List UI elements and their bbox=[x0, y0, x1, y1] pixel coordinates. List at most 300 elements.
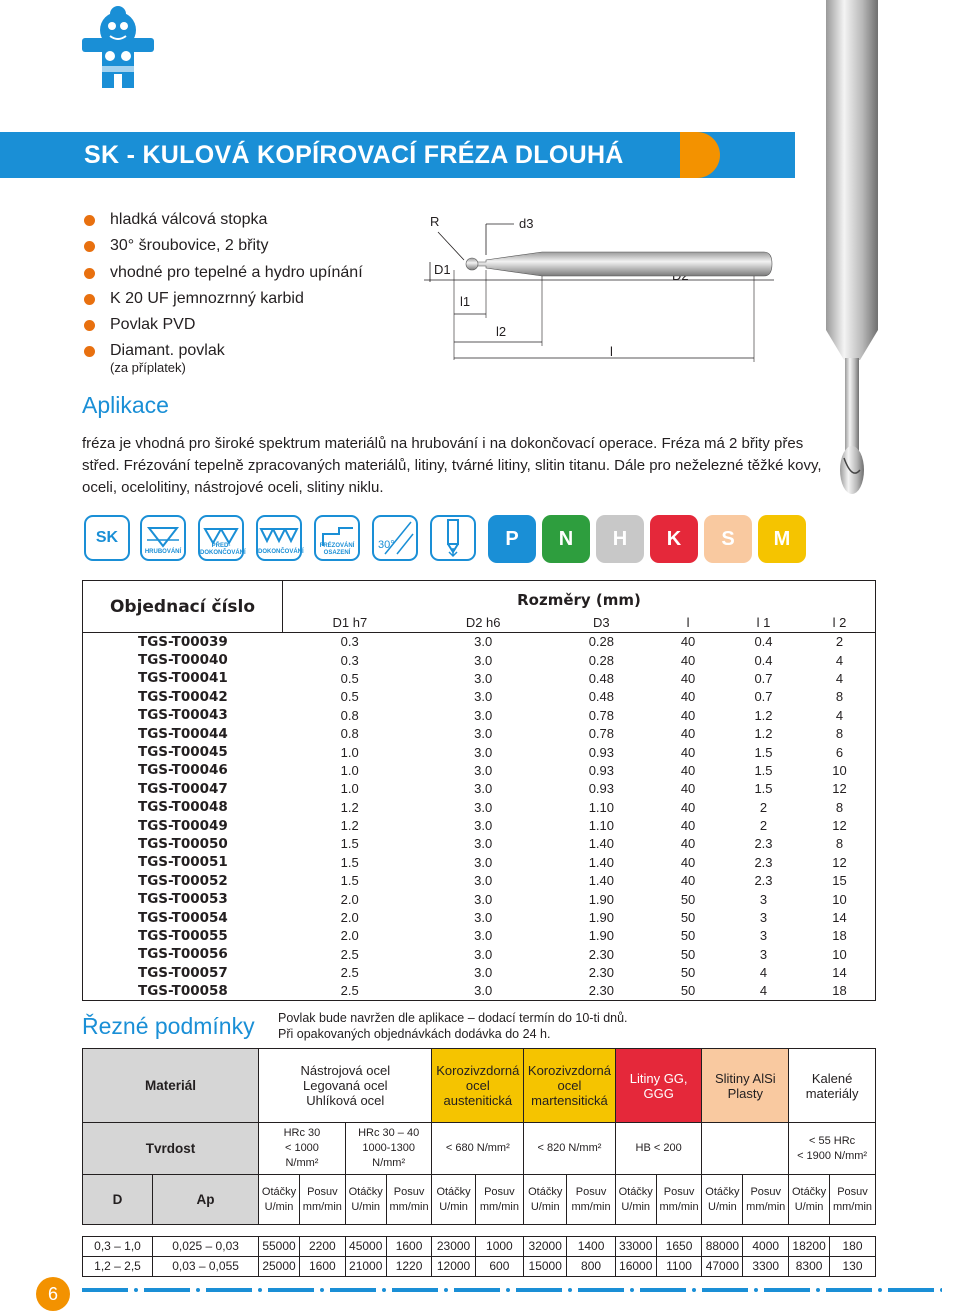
material-m-letter: M bbox=[773, 527, 791, 550]
dimension-value: 2.0 bbox=[340, 928, 359, 944]
order-code: TGS-T00051 bbox=[83, 853, 283, 871]
dimension-value: 0.93 bbox=[588, 744, 614, 760]
cutting-value: 1400 bbox=[567, 1237, 616, 1257]
label-d3: d3 bbox=[519, 216, 534, 231]
material-text: GGG bbox=[643, 1085, 674, 1101]
dimension-value: 2.0 bbox=[340, 910, 359, 926]
col-otacky bbox=[702, 1175, 743, 1225]
dimension-value: 0.93 bbox=[588, 762, 614, 778]
table-row bbox=[83, 724, 876, 742]
col-otacky bbox=[524, 1175, 567, 1225]
footer-dot bbox=[568, 1288, 572, 1292]
plunge-icon bbox=[430, 515, 476, 561]
material-text: Uhlíková ocel bbox=[306, 1093, 385, 1108]
dimension-value: 40 bbox=[680, 707, 696, 723]
table-row bbox=[83, 945, 876, 963]
label-l: l bbox=[610, 344, 613, 359]
dimension-value: 50 bbox=[653, 982, 723, 1000]
material-group-2 bbox=[432, 1049, 524, 1123]
tool-dimension-drawing bbox=[424, 210, 776, 370]
col-posuv bbox=[386, 1175, 432, 1225]
predokoncovani-label-1: PŘED- bbox=[211, 543, 231, 549]
dimension-value: 3.0 bbox=[474, 652, 493, 668]
table-row bbox=[83, 835, 876, 853]
order-code: TGS-T00053 bbox=[83, 890, 283, 908]
dimension-value: 1.10 bbox=[588, 818, 614, 834]
hardness-text: HRc 30 – 40 bbox=[358, 1127, 420, 1139]
col-posuv-unit: mm/min bbox=[571, 1200, 611, 1213]
cutting-value: 88000 bbox=[702, 1237, 743, 1257]
dimension-value: 50 bbox=[680, 965, 696, 981]
cutting-value: 0,03 – 0,055 bbox=[153, 1257, 259, 1277]
dimension-value: 0.28 bbox=[588, 634, 614, 650]
dimension-value: 0.7 bbox=[754, 670, 773, 686]
dimension-value: 2.3 bbox=[754, 836, 773, 852]
order-code: TGS-T00043 bbox=[83, 706, 283, 724]
material-h-letter: H bbox=[612, 527, 628, 550]
col-posuv-label: Posuv bbox=[484, 1185, 515, 1198]
footer-dot bbox=[196, 1288, 200, 1292]
dimension-value: 3 bbox=[759, 946, 768, 962]
material-text: Korozivzdorná bbox=[436, 1063, 520, 1078]
label-l1: l1 bbox=[460, 294, 471, 309]
dimension-value: 40 bbox=[680, 818, 696, 834]
footer-dot bbox=[940, 1288, 942, 1292]
cutting-value: 33000 bbox=[615, 1237, 656, 1257]
dimension-value: 0.48 bbox=[588, 670, 614, 686]
dimension-value: 40 bbox=[680, 762, 696, 778]
dimension-value: 3.0 bbox=[474, 891, 493, 907]
dimension-value: 40 bbox=[680, 744, 696, 760]
table-row bbox=[83, 651, 876, 669]
material-n-letter: N bbox=[558, 527, 574, 550]
col-otacky-unit: U/min bbox=[708, 1200, 737, 1213]
dimension-value: 40 bbox=[680, 873, 696, 889]
dimension-value: 50 bbox=[680, 946, 696, 962]
label-l2: l2 bbox=[496, 324, 507, 339]
col-otacky-unit: U/min bbox=[439, 1200, 468, 1213]
dimension-value: 1.2 bbox=[340, 818, 359, 834]
dimension-value: 40 bbox=[680, 854, 696, 870]
table-row bbox=[83, 816, 876, 834]
footer-dot bbox=[258, 1288, 262, 1292]
dimension-value: 40 bbox=[680, 799, 696, 815]
footer-dash bbox=[330, 1288, 376, 1292]
material-group-6 bbox=[789, 1049, 876, 1123]
footer-dashes bbox=[82, 1288, 942, 1294]
dimension-value: 40 bbox=[680, 781, 696, 797]
order-code: TGS-T00050 bbox=[83, 835, 283, 853]
spacer-row bbox=[83, 1225, 876, 1237]
aplikace-text: fréza je vhodná pro široké spektrum materiálů na hrubování i na dokončovací operace. Fréza má 2 břity přes střed. Frézování tepelně zpracovaných materiálů, litiny, tvárné litiny, slitin titanu. Dále pro neželezné těžké kovy, oceli, ocelolitiny, nástrojové oceli, slitiny niklu. bbox=[82, 435, 822, 496]
predokoncovani-label-2: DOKONČOVÁNÍ bbox=[200, 550, 246, 556]
order-code: TGS-T00040 bbox=[83, 651, 283, 669]
cutting-value: 1100 bbox=[656, 1257, 702, 1277]
table-row bbox=[83, 706, 876, 724]
feature-list bbox=[84, 207, 363, 375]
dimension-value: 1.90 bbox=[588, 891, 614, 907]
dimension-value: 6 bbox=[804, 743, 875, 761]
dimension-value: 3.0 bbox=[474, 634, 493, 650]
order-code: TGS-T00042 bbox=[83, 688, 283, 706]
col-otacky-unit: U/min bbox=[794, 1200, 824, 1213]
hardness-cell: HB < 200 bbox=[615, 1123, 702, 1175]
dimension-value: 3.0 bbox=[474, 873, 493, 889]
cutting-value: 55000 bbox=[259, 1237, 300, 1257]
col-otacky-unit: U/min bbox=[351, 1200, 381, 1213]
footer-dash bbox=[82, 1288, 128, 1292]
material-group-4 bbox=[615, 1049, 702, 1123]
dimension-value: 2 bbox=[804, 633, 875, 651]
cutting-value: 1,2 – 2,5 bbox=[83, 1257, 153, 1277]
label-R: R bbox=[430, 214, 440, 229]
dimension-value: 0.4 bbox=[754, 652, 773, 668]
dimension-value: 0.3 bbox=[340, 652, 359, 668]
cutting-value: 18200 bbox=[789, 1237, 830, 1257]
material-text: Nástrojová ocel bbox=[300, 1063, 391, 1078]
order-code: TGS-T00056 bbox=[83, 945, 283, 963]
col-l1: l 1 bbox=[756, 614, 771, 630]
order-code: TGS-T00045 bbox=[83, 743, 283, 761]
order-number-header: Objednací číslo bbox=[83, 581, 283, 633]
frezovani-osazeni-icon bbox=[314, 515, 360, 561]
sk-icon bbox=[84, 515, 130, 561]
cutting-value: 2200 bbox=[299, 1237, 345, 1257]
footer-dot bbox=[692, 1288, 696, 1292]
feature-text: Diamant. povlak bbox=[110, 342, 225, 360]
hrubovani-icon bbox=[140, 515, 186, 561]
dimension-value: 3.0 bbox=[474, 762, 493, 778]
dimension-value: 0.7 bbox=[754, 689, 773, 705]
hardness-text: < 55 HRc bbox=[809, 1134, 856, 1147]
col-posuv-unit: mm/min bbox=[832, 1200, 873, 1213]
col-d1: D1 h7 bbox=[332, 614, 368, 630]
dimension-value: 3 bbox=[759, 910, 768, 926]
hardness-text: < 1900 N/mm² bbox=[797, 1149, 868, 1162]
cutting-conditions-table bbox=[82, 1048, 876, 1277]
dimension-value: 4 bbox=[804, 651, 875, 669]
col-posuv-unit: mm/min bbox=[302, 1200, 342, 1213]
material-text: Kalené bbox=[811, 1070, 853, 1086]
hardness-cell bbox=[789, 1123, 876, 1175]
cutting-value: 0,3 – 1,0 bbox=[83, 1237, 153, 1257]
dimension-value: 1.0 bbox=[340, 744, 359, 760]
dimension-value: 1.2 bbox=[340, 799, 359, 815]
delivery-note bbox=[278, 1010, 628, 1042]
dimension-value: 1.90 bbox=[588, 928, 614, 944]
material-text: ocel bbox=[465, 1078, 490, 1093]
material-s-icon bbox=[704, 515, 752, 563]
material-text: martensitická bbox=[531, 1093, 608, 1108]
order-code: TGS-T00046 bbox=[83, 761, 283, 779]
dimension-value: 3.0 bbox=[474, 928, 493, 944]
footer-dash bbox=[144, 1288, 190, 1292]
table-row bbox=[83, 669, 876, 687]
dimension-value: 18 bbox=[804, 982, 875, 1000]
table-row bbox=[83, 908, 876, 926]
dimension-value: 1.10 bbox=[588, 799, 614, 815]
dimensions-header: Rozměry (mm) bbox=[283, 581, 876, 613]
cutting-row bbox=[83, 1237, 876, 1257]
footer-dot bbox=[134, 1288, 138, 1292]
dimension-value: 12 bbox=[804, 853, 875, 871]
cutting-value: 23000 bbox=[432, 1237, 475, 1257]
col-otacky-label: Otáčky bbox=[261, 1185, 297, 1198]
col-posuv-unit: mm/min bbox=[746, 1200, 786, 1213]
hardness-label: Tvrdost bbox=[83, 1123, 259, 1175]
dimension-value: 10 bbox=[804, 890, 875, 908]
dimension-value: 40 bbox=[680, 670, 696, 686]
footer-dot bbox=[444, 1288, 448, 1292]
col-posuv bbox=[475, 1175, 524, 1225]
order-code: TGS-T00047 bbox=[83, 780, 283, 798]
dimension-value: 8 bbox=[804, 798, 875, 816]
hardness-cell: < 680 N/mm² bbox=[432, 1123, 524, 1175]
dimension-value: 40 bbox=[680, 836, 696, 852]
material-text: Slitiny AlSi bbox=[714, 1070, 776, 1086]
dimension-value: 0.5 bbox=[340, 670, 359, 686]
dimension-value: 3.0 bbox=[474, 744, 493, 760]
footer-dash bbox=[826, 1288, 872, 1292]
cutting-value: 0,025 – 0,03 bbox=[153, 1237, 259, 1257]
hardness-cell: < 820 N/mm² bbox=[524, 1123, 616, 1175]
col-posuv-label: Posuv bbox=[307, 1185, 338, 1198]
page-number: 6 bbox=[36, 1277, 70, 1311]
dimension-value: 4 bbox=[804, 669, 875, 687]
dimension-value: 2.3 bbox=[754, 854, 773, 870]
footer-dash bbox=[516, 1288, 562, 1292]
feature-item: hladká válcová stopka bbox=[84, 207, 363, 233]
dimension-value: 2.5 bbox=[283, 982, 417, 1000]
col-otacky-unit: U/min bbox=[530, 1200, 560, 1213]
dimension-value: 3.0 bbox=[474, 781, 493, 797]
material-group-5 bbox=[702, 1049, 789, 1123]
dokoncovani-icon bbox=[256, 515, 302, 561]
cutting-value: 180 bbox=[829, 1237, 875, 1257]
cutting-value: 4000 bbox=[743, 1237, 789, 1257]
frezovani-label-1: FRÉZOVÁNÍ bbox=[319, 543, 355, 549]
dimension-value: 1.5 bbox=[754, 762, 773, 778]
dimension-value: 40 bbox=[680, 634, 696, 650]
material-h-icon bbox=[596, 515, 644, 563]
dimension-value: 8 bbox=[804, 724, 875, 742]
helix-angle-icon bbox=[372, 515, 418, 561]
dimension-value: 3.0 bbox=[474, 836, 493, 852]
col-otacky-label: Otáčky bbox=[528, 1185, 563, 1198]
order-code: TGS-T00052 bbox=[83, 872, 283, 890]
cutting-row bbox=[83, 1257, 876, 1277]
hrubovani-label: HRUBOVÁNÍ bbox=[144, 549, 182, 555]
material-m-icon bbox=[758, 515, 806, 563]
order-code: TGS-T00041 bbox=[83, 669, 283, 687]
material-text: materiály bbox=[805, 1085, 859, 1101]
table-row bbox=[83, 743, 876, 761]
col-otacky bbox=[345, 1175, 386, 1225]
cutting-value: 25000 bbox=[259, 1257, 300, 1277]
cutting-value: 16000 bbox=[615, 1257, 656, 1277]
footer-dash bbox=[640, 1288, 686, 1292]
table-row bbox=[83, 982, 876, 1000]
col-l: l bbox=[686, 614, 690, 630]
dimension-value: 1.40 bbox=[588, 854, 614, 870]
dimension-value: 4 bbox=[759, 965, 768, 981]
footer-dot bbox=[878, 1288, 882, 1292]
dimension-value: 1.5 bbox=[340, 873, 359, 889]
spacer-cell bbox=[83, 1225, 876, 1237]
table-row bbox=[83, 780, 876, 798]
dimension-value: 0.93 bbox=[588, 781, 614, 797]
order-code: TGS-T00039 bbox=[83, 633, 283, 651]
table-row bbox=[83, 761, 876, 779]
order-code: TGS-T00058 bbox=[83, 982, 283, 1000]
dimension-value: 40 bbox=[680, 726, 696, 742]
order-code: TGS-T00055 bbox=[83, 927, 283, 945]
material-text: Legovaná ocel bbox=[303, 1078, 388, 1093]
footer-dash bbox=[392, 1288, 438, 1292]
dimension-value: 10 bbox=[804, 945, 875, 963]
dimension-value: 3 bbox=[759, 891, 768, 907]
cutting-value: 32000 bbox=[524, 1237, 567, 1257]
col-l2: l 2 bbox=[804, 613, 875, 633]
dimension-value: 2.30 bbox=[550, 982, 654, 1000]
dimension-value: 1.5 bbox=[754, 781, 773, 797]
col-otacky bbox=[259, 1175, 300, 1225]
dimension-value: 1.90 bbox=[588, 910, 614, 926]
col-otacky-label: Otáčky bbox=[618, 1185, 653, 1198]
dimension-value: 2.0 bbox=[340, 891, 359, 907]
dimension-value: 50 bbox=[680, 928, 696, 944]
dimension-value: 1.5 bbox=[340, 854, 359, 870]
col-posuv-unit: mm/min bbox=[389, 1200, 429, 1213]
table-row bbox=[83, 964, 876, 982]
dimension-value: 4 bbox=[723, 982, 804, 1000]
hardness-cell bbox=[259, 1123, 346, 1175]
predokoncovani-icon bbox=[198, 515, 244, 561]
dimension-value: 1.2 bbox=[754, 707, 773, 723]
dimension-value: 0.8 bbox=[340, 707, 359, 723]
col-posuv-label: Posuv bbox=[837, 1185, 868, 1198]
feature-item: K 20 UF jemnozrnný karbid bbox=[84, 286, 363, 312]
col-otacky-label: Otáčky bbox=[436, 1185, 471, 1198]
col-otacky-label: Otáčky bbox=[791, 1185, 827, 1198]
dimension-value: 14 bbox=[804, 908, 875, 926]
delivery-note-line: Povlak bude navržen dle aplikace – dodací termín do 10-ti dnů. bbox=[278, 1011, 628, 1025]
material-text: ocel bbox=[557, 1078, 582, 1093]
dimension-value: 3.0 bbox=[474, 689, 493, 705]
table-row bbox=[83, 890, 876, 908]
footer-dash bbox=[764, 1288, 810, 1292]
table-row bbox=[83, 633, 876, 651]
footer-dot bbox=[320, 1288, 324, 1292]
material-p-icon bbox=[488, 515, 536, 563]
hardness-text: N/mm² bbox=[285, 1157, 319, 1169]
cutting-value: 1000 bbox=[475, 1237, 524, 1257]
dimension-value: 15 bbox=[804, 872, 875, 890]
dimension-value: 8 bbox=[804, 835, 875, 853]
cutting-value: 12000 bbox=[432, 1257, 475, 1277]
material-label: Materiál bbox=[83, 1049, 259, 1123]
hardness-text: < 1000 bbox=[284, 1142, 319, 1154]
cutting-value: 600 bbox=[475, 1257, 524, 1277]
frezovani-label-2: OSAZENÍ bbox=[323, 550, 351, 556]
col-posuv-label: Posuv bbox=[663, 1185, 695, 1198]
dimension-value: 1.5 bbox=[340, 836, 359, 852]
dimension-value: 14 bbox=[804, 964, 875, 982]
cutting-value: 1220 bbox=[386, 1257, 432, 1277]
dimension-value: 1.40 bbox=[588, 836, 614, 852]
material-group-1 bbox=[259, 1049, 432, 1123]
col-posuv-label: Posuv bbox=[575, 1185, 607, 1198]
dimension-value: 3.0 bbox=[474, 946, 493, 962]
table-row bbox=[83, 872, 876, 890]
col-otacky bbox=[432, 1175, 475, 1225]
table-row bbox=[83, 688, 876, 706]
hardness-cell bbox=[345, 1123, 432, 1175]
dimension-value: 0.78 bbox=[588, 707, 614, 723]
col-posuv bbox=[299, 1175, 345, 1225]
helix-angle-label: 30° bbox=[378, 539, 395, 551]
footer-dash bbox=[206, 1288, 252, 1292]
page-title: SK - KULOVÁ KOPÍROVACÍ FRÉZA DLOUHÁ bbox=[84, 141, 624, 169]
cutting-value: 47000 bbox=[702, 1257, 743, 1277]
cutting-value: 130 bbox=[829, 1257, 875, 1277]
dimension-value: 50 bbox=[680, 891, 696, 907]
dokoncovani-label: DOKONČOVÁNÍ bbox=[258, 549, 304, 555]
dimension-value: 2 bbox=[759, 799, 768, 815]
operation-icons bbox=[84, 515, 814, 565]
dimension-value: 4 bbox=[804, 706, 875, 724]
footer-dot bbox=[630, 1288, 634, 1292]
col-posuv bbox=[829, 1175, 875, 1225]
footer-dot bbox=[816, 1288, 820, 1292]
dimension-value: 3.0 bbox=[474, 707, 493, 723]
dimension-value: 40 bbox=[680, 689, 696, 705]
material-s-letter: S bbox=[721, 527, 735, 550]
col-otacky bbox=[789, 1175, 830, 1225]
dimension-value: 40 bbox=[680, 652, 696, 668]
dimension-value: 1.2 bbox=[754, 726, 773, 742]
dimension-value: 8 bbox=[804, 688, 875, 706]
col-posuv-label: Posuv bbox=[393, 1185, 425, 1198]
dimension-value: 0.3 bbox=[340, 634, 359, 650]
dimension-value: 1.0 bbox=[340, 762, 359, 778]
dimension-value: 0.48 bbox=[588, 689, 614, 705]
dimension-value: 18 bbox=[804, 927, 875, 945]
col-d2: D2 h6 bbox=[465, 614, 501, 630]
feature-item: Povlak PVD bbox=[84, 312, 363, 338]
material-p-letter: P bbox=[505, 527, 519, 550]
hardness-text: N/mm² bbox=[372, 1157, 406, 1169]
feature-note: (za příplatek) bbox=[110, 359, 186, 375]
material-n-icon bbox=[542, 515, 590, 563]
dimension-value: 1.5 bbox=[754, 744, 773, 760]
col-otacky-unit: U/min bbox=[264, 1200, 294, 1213]
col-posuv bbox=[743, 1175, 789, 1225]
cutting-value: 8300 bbox=[789, 1257, 830, 1277]
footer-dot bbox=[506, 1288, 510, 1292]
feature-item bbox=[84, 338, 363, 374]
dimension-value: 2.5 bbox=[340, 946, 359, 962]
footer-dot bbox=[754, 1288, 758, 1292]
dimension-value: 1.0 bbox=[340, 781, 359, 797]
mascot-logo bbox=[82, 4, 154, 90]
delivery-note-line: Při opakovaných objednávkách dodávka do 24 h. bbox=[278, 1027, 551, 1041]
col-posuv bbox=[567, 1175, 616, 1225]
sk-icon-label: SK bbox=[95, 529, 119, 546]
col-d: D bbox=[83, 1175, 153, 1225]
col-otacky bbox=[615, 1175, 656, 1225]
footer-dash bbox=[888, 1288, 934, 1292]
